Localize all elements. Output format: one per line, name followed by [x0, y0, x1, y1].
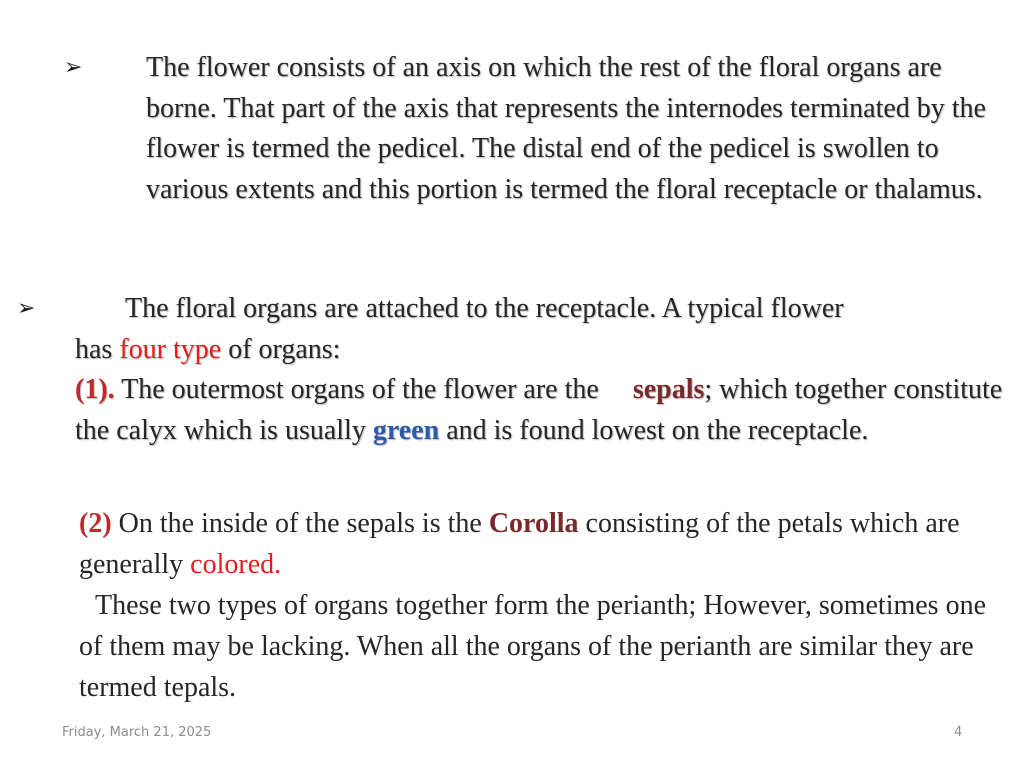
- footer-date: Friday, March 21, 2025: [62, 725, 212, 740]
- bullet-arrow-icon: ➢: [17, 296, 36, 321]
- item2-text-b: consisting of the petals which are generally: [79, 508, 960, 580]
- item2-marker: (2): [79, 508, 112, 539]
- corolla-word: Corolla: [488, 508, 579, 539]
- four-type-highlight: four type: [119, 333, 222, 365]
- paragraph2-line2-prefix: has: [75, 333, 120, 365]
- item1-text-a: The outermost organs of the flower are the: [114, 374, 599, 405]
- paragraph1-text: The flower consists of an axis on which the rest of the floral organs are borne. That part of the axis that represents the internodes terminated by the flower is termed the pedicel. The distal end of the pedicel is swollen to various extents and this portion is termed the floral receptacle or thalamus.: [146, 52, 986, 205]
- green-word: green: [372, 414, 440, 446]
- page-number: 4: [954, 725, 963, 740]
- paragraph-floral-organs: [75, 289, 1010, 451]
- sepals-word: sepals: [632, 374, 705, 405]
- item1-marker: (1).: [75, 374, 115, 405]
- colored-word: colored.: [190, 549, 282, 580]
- paragraph-corolla: [79, 503, 1014, 708]
- paragraph2-lead: The floral organs are attached to the receptacle. A typical flower: [125, 293, 844, 324]
- item1-text-b: ; which together constitute the calyx which is usually: [75, 374, 1003, 446]
- paragraph-flower-axis: [146, 48, 1006, 210]
- bullet-arrow-icon: ➢: [64, 55, 83, 80]
- item2-text-a: On the inside of the sepals is the: [111, 508, 489, 539]
- paragraph2-line2-suffix: of organs:: [221, 333, 341, 365]
- perianth-text: These two types of organs together form the perianth; However, sometimes one of them may be lacking. When all the organs of the perianth are similar they are termed tepals.: [79, 590, 987, 703]
- item1-text-c: and is found lowest on the receptacle.: [439, 414, 869, 446]
